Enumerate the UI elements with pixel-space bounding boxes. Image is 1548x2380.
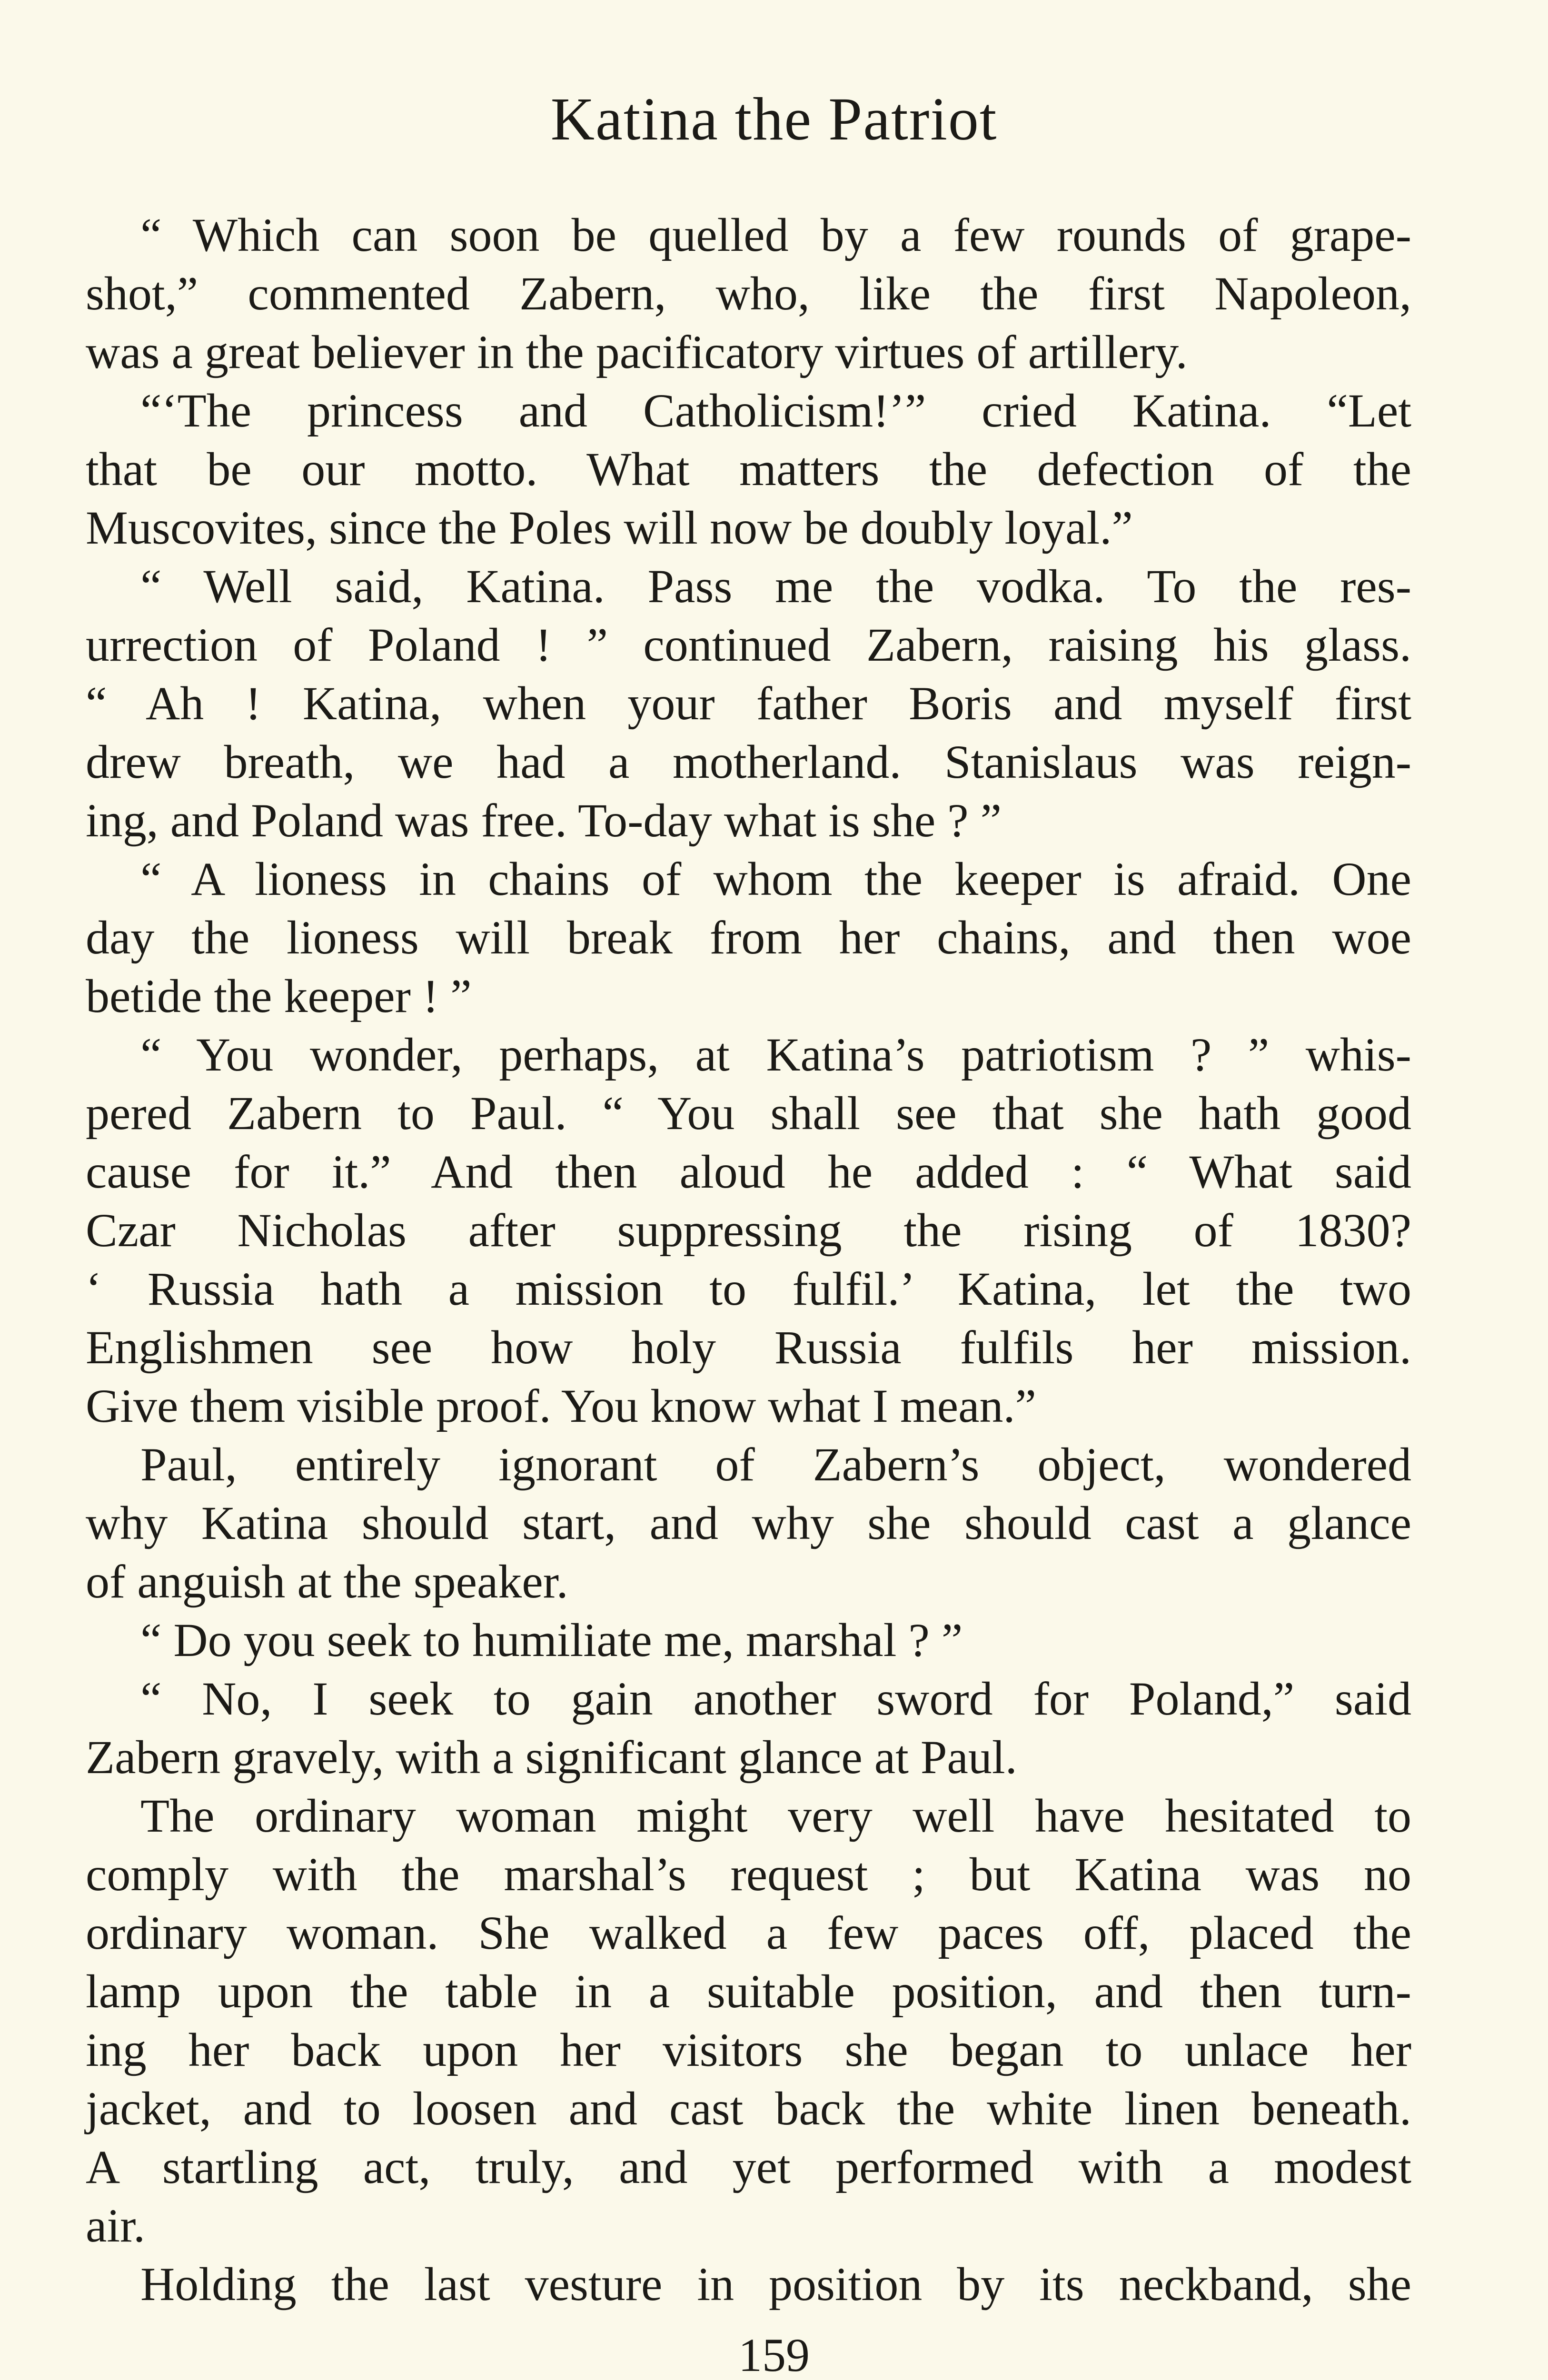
text-line: “ No, I seek to gain another sword for Poland,” said [140,1672,1411,1725]
text-line: drew breath, we had a motherland. Stanislaus was reign- [86,735,1411,788]
text-line: Muscovites, since the Poles will now be doubly loyal.” [86,501,1133,554]
text-line: “‘The princess and Catholicism!’” cried Katina. “Let [140,384,1411,437]
text-line: Czar Nicholas after suppressing the rising of 1830? [86,1204,1411,1257]
text-line: betide the keeper ! ” [86,970,472,1022]
text-line: cause for it.” And then aloud he added : “ What said [86,1145,1411,1198]
text-line: pered Zabern to Paul. “ You shall see that she hath good [86,1087,1411,1140]
text-line: Paul, entirely ignorant of Zabern’s object, wondered [140,1438,1411,1491]
text-line: ing her back upon her visitors she began to unlace her [86,2023,1411,2076]
text-line: ‘ Russia hath a mission to fulfil.’ Katina, let the two [86,1262,1411,1315]
text-line: “ You wonder, perhaps, at Katina’s patriotism ? ” whis- [140,1028,1411,1081]
text-line: Holding the last vesture in position by its neckband, she [140,2258,1411,2311]
text-line: Englishmen see how holy Russia fulfils her mission. [86,1321,1411,1374]
text-line: day the lioness will break from her chains, and then woe [86,911,1411,964]
text-line: “ Well said, Katina. Pass me the vodka. To the res- [140,560,1411,613]
text-line: of anguish at the speaker. [86,1555,568,1608]
page-number: 159 [738,2329,810,2380]
text-line: Give them visible proof. You know what I mean.” [86,1379,1036,1432]
text-line: air. [86,2199,145,2252]
running-head: Katina the Patriot [550,85,998,153]
text-line: lamp upon the table in a suitable position, and then turn- [86,1965,1411,2018]
body-text [86,206,1411,2313]
text-line: The ordinary woman might very well have hesitated to [140,1789,1411,1842]
text-line: “ Do you seek to humiliate me, marshal ? ” [140,1614,963,1666]
text-line: urrection of Poland ! ” continued Zabern, raising his glass. [86,618,1411,671]
text-line: A startling act, truly, and yet performed with a modest [86,2141,1411,2193]
text-line: “ A lioness in chains of whom the keeper is afraid. One [140,853,1411,905]
text-line: that be our motto. What matters the defection of the [86,443,1411,496]
text-line: was a great believer in the pacificatory virtues of artillery. [86,326,1188,378]
text-line: Zabern gravely, with a significant glance at Paul. [86,1731,1017,1784]
text-line: “ Ah ! Katina, when your father Boris and myself first [86,677,1411,730]
text-line: “ Which can soon be quelled by a few rounds of grape- [140,208,1411,261]
text-line: ing, and Poland was free. To-day what is she ? ” [86,794,1002,847]
text-line: comply with the marshal’s request ; but Katina was no [86,1848,1411,1901]
text-line: jacket, and to loosen and cast back the white linen beneath. [86,2082,1411,2135]
text-line: ordinary woman. She walked a few paces off, placed the [86,1906,1411,1959]
text-line: shot,” commented Zabern, who, like the first Napoleon, [86,267,1411,320]
text-line: why Katina should start, and why she should cast a glance [86,1497,1411,1549]
